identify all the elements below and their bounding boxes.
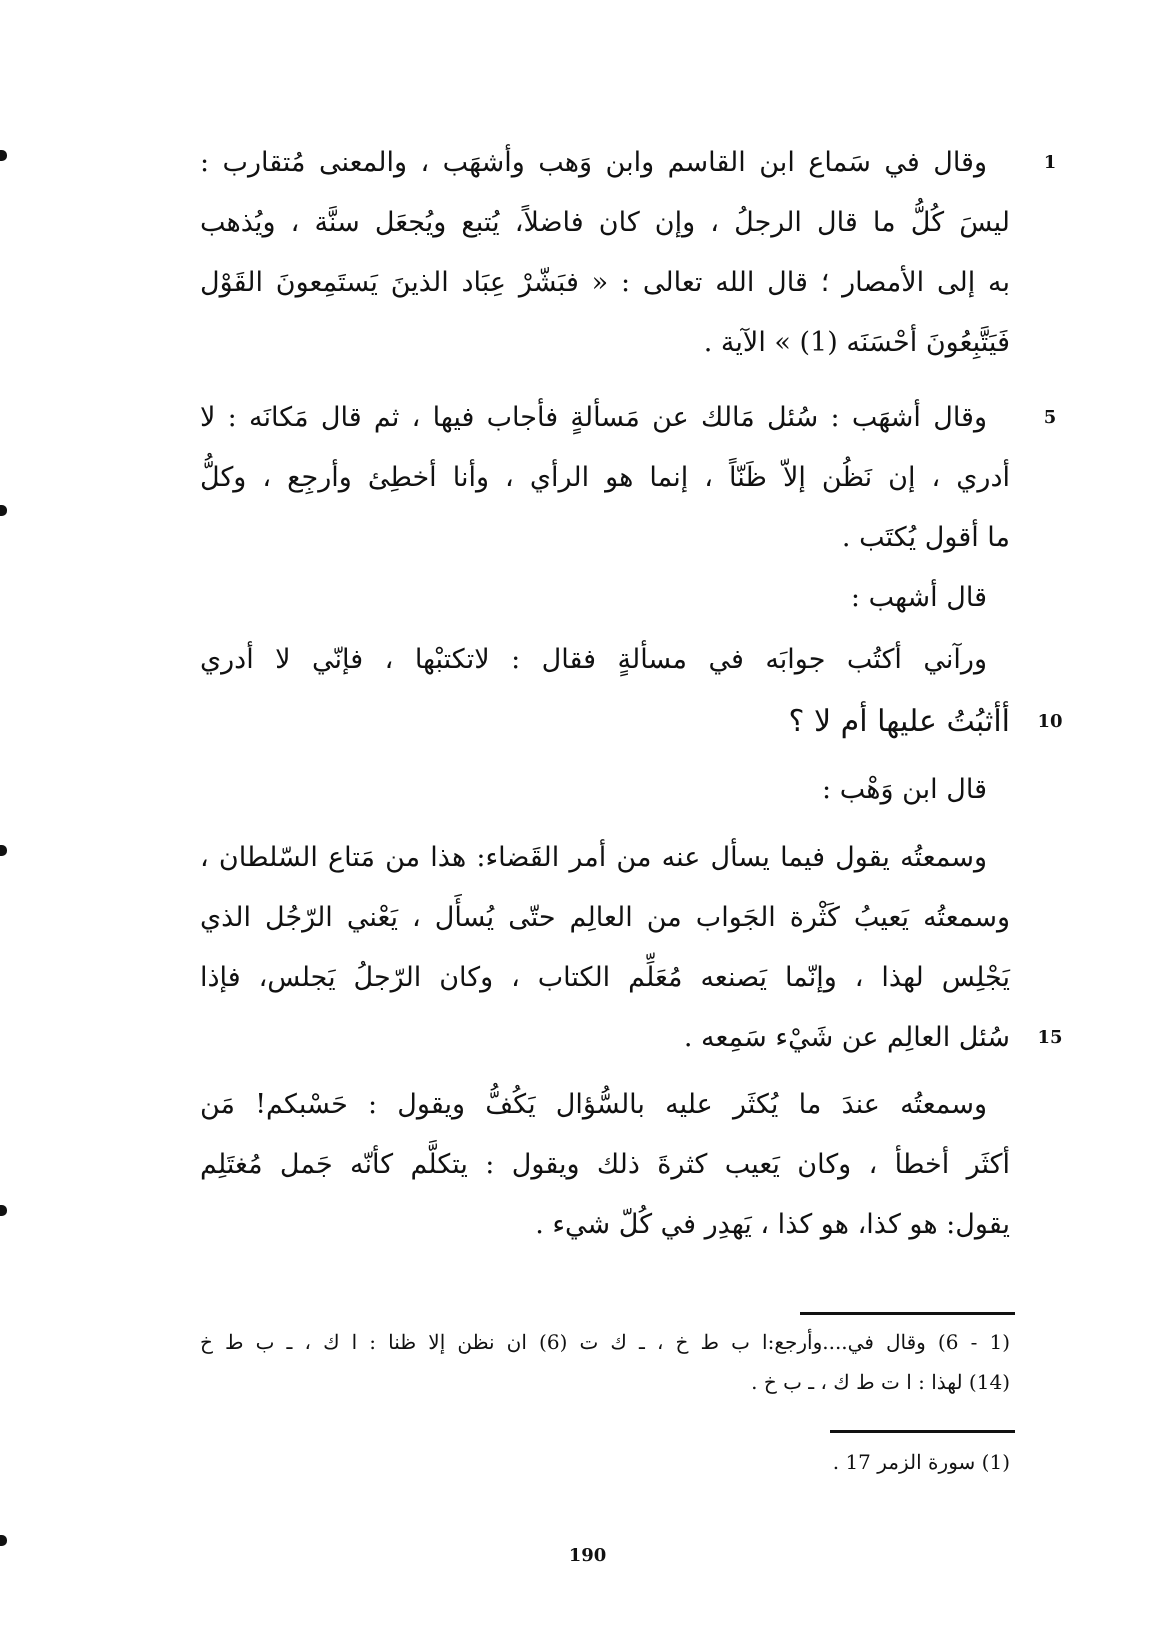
line-number-15: 15 (1037, 1027, 1063, 1048)
text-line-12: وسمعتُه يقول فيما يسأل عنه من أمر القَضاء: هذا من مَتاع السّلطان ، (200, 842, 987, 873)
footnote-rule (830, 1430, 1015, 1433)
scan-edge-mark (0, 150, 7, 161)
text-line-14: يَجْلِس لهذا ، وإنّما يَصنعه مُعَلِّم الكتاب ، وكان الرّجلُ يَجلس، فإذا (200, 962, 1010, 993)
text-line-15: سُئل العالِم عن شَيْء سَمِعه . (683, 1022, 1010, 1053)
line-number-1: 1 (1043, 152, 1057, 173)
page-number: 190 (568, 1545, 607, 1566)
apparatus-line-1: (1 - 6) وقال في....وأرجع:ا ب ط خ ، ـ ك ت (6) ان نظن إلا ظنا : ا ك ، ـ ب ط خ (200, 1330, 1010, 1354)
text-line-16: وسمعتُه عندَ ما يُكثَر عليه بالسُّؤال يَكُفُّ ويقول : حَسْبكم! مَن (200, 1089, 987, 1120)
footnote: (1) سورة الزمر 17 . (832, 1450, 1010, 1474)
text-line-1: وقال في سَماع ابن القاسم وابن وَهب وأشهَب ، والمعنى مُتقارب : (200, 147, 987, 178)
line-number-5: 5 (1043, 407, 1057, 428)
apparatus-line-2: (14) لهذا : ا ت ط ك ، ـ ب خ . (751, 1370, 1010, 1394)
text-line-3: به إلى الأمصار ؛ قال الله تعالى : « فبَشّرْ عِبَاد الذينَ يَستَمِعونَ القَوْل (200, 267, 1010, 298)
scan-edge-mark (0, 1205, 7, 1216)
text-line-8: قال أشهب : (850, 582, 987, 613)
apparatus-rule (800, 1312, 1015, 1315)
text-line-18: يقول: هو كذا، هو كذا ، يَهدِر في كُلّ شيء . (535, 1209, 1010, 1240)
text-line-7: ما أقول يُكتَب . (841, 522, 1010, 553)
text-line-4: فَيَتَّبِعُونَ أحْسَنَه (1) » الآية . (703, 327, 1010, 358)
line-number-10: 10 (1037, 711, 1063, 732)
text-line-11: قال ابن وَهْب : (822, 774, 987, 805)
text-line-2: ليسَ كُلُّ ما قال الرجلُ ، وإن كان فاضلاً، يُتبع ويُجعَل سنَّة ، ويُذهب (200, 207, 1010, 238)
text-line-10: أأثبُتُ عليها أم لا ؟ (788, 704, 1010, 739)
text-line-9: ورآني أكتُب جوابَه في مسألةٍ فقال : لاتكتبْها ، فإنّي لا أدري (200, 644, 987, 675)
scan-edge-mark (0, 845, 7, 856)
text-line-6: أدري ، إن نَظُن إلاّ ظَنّاً ، إنما هو الرأي ، وأنا أخطِئ وأرجِع ، وكلُّ (200, 462, 1010, 493)
text-line-13: وسمعتُه يَعيبُ كَثْرة الجَواب من العالِم حتّى يُسأَل ، يَعْني الرّجُل الذي (200, 902, 1010, 933)
scan-edge-mark (0, 505, 7, 516)
text-line-17: أكثَر أخطأ ، وكان يَعيب كثرةَ ذلك ويقول : يتكلَّم كأنّه جَمل مُغتَلِم (200, 1149, 1010, 1180)
text-line-5: وقال أشهَب : سُئل مَالك عن مَسألةٍ فأجاب فيها ، ثم قال مَكانَه : لا (200, 402, 987, 433)
